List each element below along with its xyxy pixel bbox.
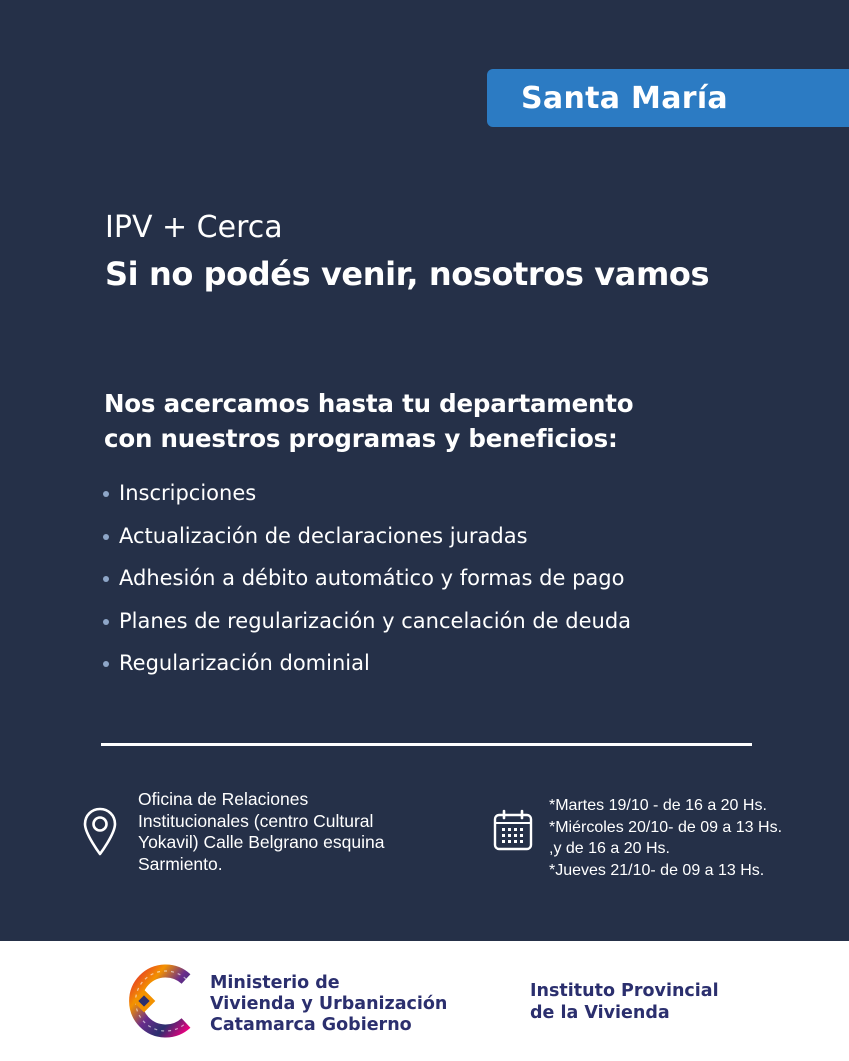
ministry-logo-icon bbox=[122, 963, 198, 1039]
intro-text bbox=[104, 386, 744, 456]
location-badge: Santa María bbox=[487, 69, 849, 127]
list-item bbox=[103, 600, 631, 643]
schedule bbox=[549, 795, 782, 881]
list-item bbox=[103, 557, 631, 600]
schedule-line: *Martes 19/10 - de 16 a 20 Hs. bbox=[549, 797, 767, 814]
ministry-line: Catamarca Gobierno bbox=[210, 1015, 412, 1035]
bullet-icon bbox=[103, 534, 109, 540]
ministry-line: Vivienda y Urbanización bbox=[210, 994, 448, 1014]
list-item bbox=[103, 472, 631, 515]
address-line: Institucionales (centro Cultural bbox=[138, 810, 374, 831]
ministry-line: Ministerio de bbox=[210, 973, 340, 993]
address-line: Yokavil) Calle Belgrano esquina bbox=[138, 832, 385, 852]
schedule-line: *Jueves 21/10- de 09 a 13 Hs. bbox=[549, 861, 765, 879]
benefit-label: Planes de regularización y cancelación de deuda bbox=[119, 608, 632, 633]
location-pin-icon bbox=[82, 806, 118, 858]
benefits-list bbox=[103, 472, 631, 685]
benefit-label: Actualización de declaraciones juradas bbox=[119, 523, 528, 548]
program-kicker: IPV + Cerca bbox=[105, 210, 283, 245]
bullet-icon bbox=[103, 576, 109, 582]
divider bbox=[101, 743, 752, 746]
address-line: Sarmiento. bbox=[138, 853, 223, 874]
address bbox=[138, 789, 438, 875]
schedule-line: ,y de 16 a 20 Hs. bbox=[549, 840, 670, 857]
list-item bbox=[103, 642, 631, 685]
institute-name bbox=[530, 980, 719, 1024]
calendar-icon bbox=[493, 809, 533, 851]
institute-line: Instituto Provincial bbox=[530, 981, 719, 1001]
headline: Si no podés venir, nosotros vamos bbox=[105, 255, 710, 293]
benefit-label: Adhesión a débito automático y formas de pago bbox=[119, 566, 625, 591]
intro-line: con nuestros programas y beneficios: bbox=[104, 424, 618, 453]
bullet-icon bbox=[103, 491, 109, 497]
benefit-label: Regularización dominial bbox=[119, 651, 370, 676]
schedule-line: *Miércoles 20/10- de 09 a 13 Hs. bbox=[549, 818, 783, 836]
intro-line: Nos acercamos hasta tu departamento bbox=[104, 389, 634, 418]
address-line: Oficina de Relaciones bbox=[138, 789, 309, 809]
ministry-name bbox=[210, 973, 447, 1036]
benefit-label: Inscripciones bbox=[119, 481, 257, 506]
bullet-icon bbox=[103, 661, 109, 667]
institute-line: de la Vivienda bbox=[530, 1003, 670, 1023]
bullet-icon bbox=[103, 619, 109, 625]
list-item bbox=[103, 515, 631, 558]
